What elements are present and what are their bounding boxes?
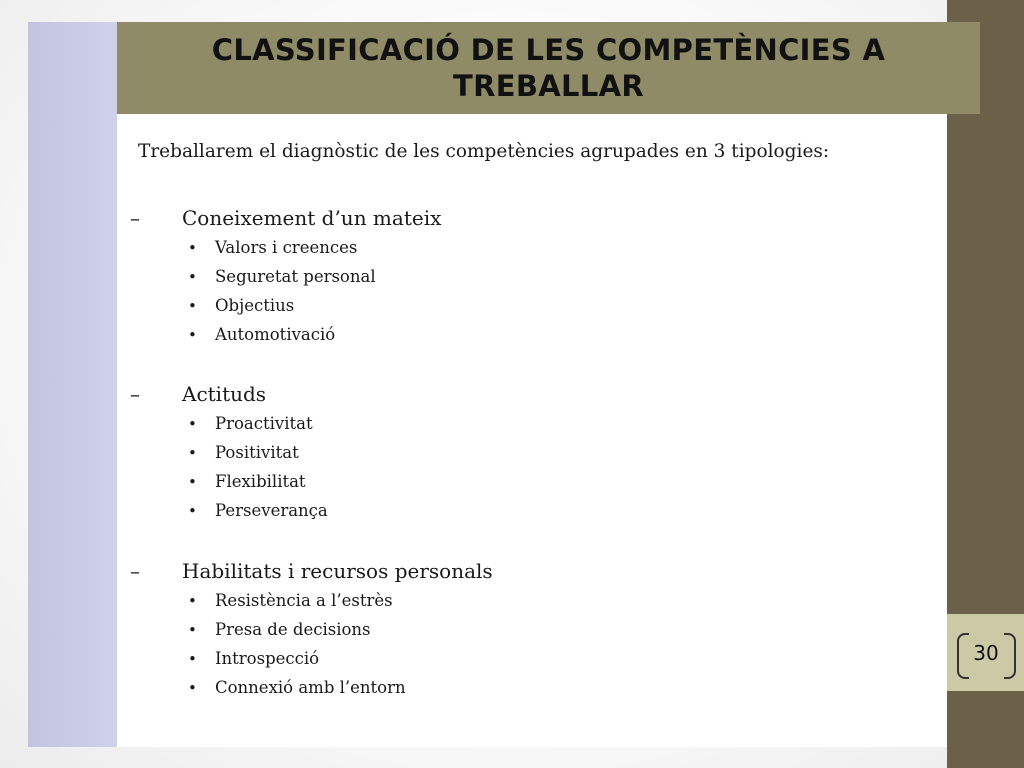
list-item [188, 414, 313, 433]
list-item [188, 501, 328, 520]
bullet-marker: • [188, 621, 197, 639]
group-heading-3 [130, 559, 493, 583]
list-item [188, 325, 335, 344]
list-item [188, 620, 371, 639]
list-item-label: Introspecció [215, 649, 320, 668]
list-item [188, 238, 357, 257]
bullet-marker: • [188, 415, 197, 433]
group-heading-label: Coneixement d’un mateix [182, 206, 442, 230]
title-bar [117, 22, 980, 114]
list-item-label: Automotivació [215, 325, 336, 344]
dash-marker: – [130, 382, 140, 406]
list-item [188, 591, 393, 610]
dash-marker: – [130, 559, 140, 583]
left-accent-bar [28, 22, 117, 747]
list-item-label: Positivitat [215, 443, 299, 462]
bullet-marker: • [188, 239, 197, 257]
bullet-marker: • [188, 592, 197, 610]
group-heading-2 [130, 382, 266, 406]
list-item-label: Flexibilitat [215, 472, 306, 491]
list-item-label: Resistència a l’estrès [215, 591, 393, 610]
list-item [188, 472, 306, 491]
bullet-marker: • [188, 268, 197, 286]
bullet-marker: • [188, 502, 197, 520]
list-item-label: Valors i creences [215, 238, 358, 257]
group-heading-label: Habilitats i recursos personals [182, 559, 493, 583]
slide-title: CLASSIFICACIÓ DE LES COMPETÈNCIES A TREBALLAR [211, 33, 886, 103]
list-item-label: Objectius [215, 296, 295, 315]
bullet-marker: • [188, 473, 197, 491]
group-heading-label: Actituds [182, 382, 267, 406]
page-number: 30 [973, 641, 999, 665]
bullet-marker: • [188, 326, 197, 344]
list-item-label: Connexió amb l’entorn [215, 678, 406, 697]
bullet-marker: • [188, 679, 197, 697]
list-item [188, 649, 319, 668]
list-item [188, 267, 376, 286]
list-item [188, 678, 406, 697]
intro-text: Treballarem el diagnòstic de les competències agrupades en 3 tipologies: [138, 141, 830, 162]
list-item-label: Proactivitat [215, 414, 313, 433]
list-item-label: Presa de decisions [215, 620, 371, 639]
bullet-marker: • [188, 650, 197, 668]
list-item [188, 443, 299, 462]
bullet-marker: • [188, 297, 197, 315]
list-item-label: Perseverança [215, 501, 328, 520]
dash-marker: – [130, 206, 140, 230]
list-item-label: Seguretat personal [215, 267, 376, 286]
bullet-marker: • [188, 444, 197, 462]
group-heading-1 [130, 206, 441, 230]
list-item [188, 296, 294, 315]
